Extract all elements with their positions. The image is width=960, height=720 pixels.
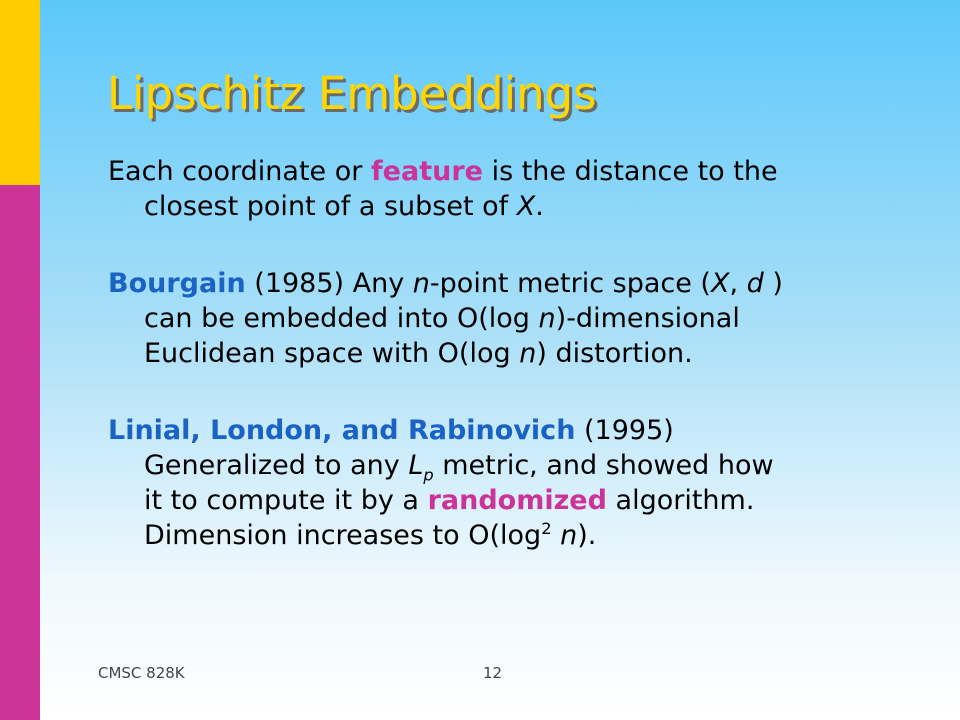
highlight-bourgain: Bourgain xyxy=(108,268,246,299)
paragraph-feature xyxy=(108,154,778,224)
text-run: Euclidean space with O(log xyxy=(144,338,520,369)
text-run: ). xyxy=(577,520,597,551)
text-run: Generalized to any xyxy=(144,450,409,481)
sidebar-accent-yellow xyxy=(0,0,40,185)
math-symbol: X xyxy=(516,191,536,222)
text-run: is the distance to the xyxy=(482,156,778,187)
text-run: metric, and showed how xyxy=(433,450,774,481)
paragraph-linial xyxy=(108,413,774,553)
math-superscript: 2 xyxy=(541,519,552,538)
math-symbol: X xyxy=(710,268,730,299)
text-line xyxy=(108,336,783,371)
text-run: closest point of a subset of xyxy=(144,191,517,222)
text-run: (1995) xyxy=(575,415,674,446)
text-run: (1985) Any xyxy=(245,268,413,299)
footer-page-number: 12 xyxy=(483,664,503,682)
math-symbol: n xyxy=(560,520,578,551)
text-line xyxy=(108,154,778,189)
text-run: it to compute it by a xyxy=(144,485,428,516)
math-symbol: n xyxy=(538,303,556,334)
highlight-authors: Linial, London, and Rabinovich xyxy=(108,415,576,446)
text-run xyxy=(552,520,561,551)
text-run: algorithm. xyxy=(606,485,755,516)
text-line xyxy=(108,189,778,224)
text-run: -point metric space ( xyxy=(429,268,711,299)
text-run: ) distortion. xyxy=(536,338,693,369)
text-run: ) xyxy=(763,268,783,299)
text-line xyxy=(108,301,783,336)
sidebar-accent-magenta xyxy=(0,185,40,720)
text-line xyxy=(108,518,774,553)
slide-title: Lipschitz Embeddings xyxy=(107,67,597,120)
paragraph-bourgain xyxy=(108,266,783,371)
math-symbol: L xyxy=(408,450,424,481)
highlight-feature: feature xyxy=(370,156,483,187)
math-symbol: d xyxy=(746,268,764,299)
text-run: )-dimensional xyxy=(555,303,740,334)
text-line xyxy=(108,413,774,448)
text-run: , xyxy=(729,268,747,299)
text-run: . xyxy=(535,191,544,222)
text-run: Dimension increases to O(log xyxy=(144,520,542,551)
text-run: can be embedded into O(log xyxy=(144,303,539,334)
highlight-randomized: randomized xyxy=(427,485,607,516)
text-line xyxy=(108,266,783,301)
math-subscript: p xyxy=(423,465,434,485)
math-symbol: n xyxy=(519,338,537,369)
text-line xyxy=(108,448,774,483)
math-symbol: n xyxy=(412,268,430,299)
footer-course: CMSC 828K xyxy=(98,664,185,682)
text-line xyxy=(108,483,774,518)
text-run: Each coordinate or xyxy=(108,156,371,187)
